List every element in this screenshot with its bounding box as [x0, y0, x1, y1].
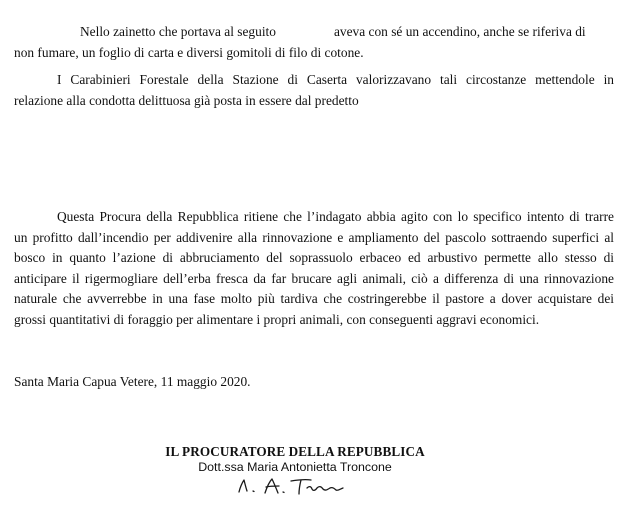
signature-block [150, 444, 440, 475]
line-text-before-redaction: Nello zainetto che portava al seguito [80, 24, 276, 39]
paragraph-line: naturale che avverrebbe in una fase molto più tardiva che costringerebbe il pastore a dover acquistare dei [14, 291, 614, 306]
paragraph-line: relazione alla condotta delittuosa già posta in essere dal predetto [14, 92, 359, 108]
paragraph-line: non fumare, un foglio di carta e diversi gomitoli di filo di cotone. [14, 44, 364, 60]
signature-title: IL PROCURATORE DELLA REPUBBLICA [165, 444, 425, 459]
paragraph-line: un profitto dall’incendio per addivenire alla rinnovazione e ampliamento del pascolo sottraendo superfici al [14, 229, 614, 245]
paragraph-backpack [14, 22, 614, 63]
paragraph-line: grossi quantitativi di foraggio per alimentare i propri animali, con conseguenti aggravi economici. [14, 311, 540, 327]
signature-stroke [307, 487, 343, 491]
paragraph-line [14, 22, 614, 43]
handwritten-signature [235, 474, 365, 498]
paragraph-carabinieri [14, 70, 614, 111]
signature-name: Dott.ssa Maria Antonietta Troncone [198, 460, 392, 474]
signature-stroke [253, 491, 254, 492]
paragraph-line: bosco in quanto l’azione di abbruciamento del soprassuolo erbaceo ed arbustivo permette allo stesso di [14, 250, 614, 265]
date-line: Santa Maria Capua Vetere, 11 maggio 2020. [14, 374, 251, 389]
paragraph-line: Questa Procura della Repubblica ritiene che l’indagato abbia agito con lo specifico intento di trarre [57, 209, 614, 224]
paragraph-line: anticipare il rigermogliare dell’erba fresca da far brucare agli animali, ciò a differenza di una rinnovazione [14, 270, 614, 286]
paragraph-procura [14, 207, 614, 330]
line-text-after-redaction: aveva con sé un accendino, anche se riferiva di [333, 24, 586, 39]
signature-stroke [266, 486, 279, 487]
signature-stroke [299, 480, 301, 494]
signature-stroke [239, 480, 247, 492]
paragraph-line: I Carabinieri Forestale della Stazione di Caserta valorizzavano tali circostanze mettendole in [57, 72, 614, 87]
